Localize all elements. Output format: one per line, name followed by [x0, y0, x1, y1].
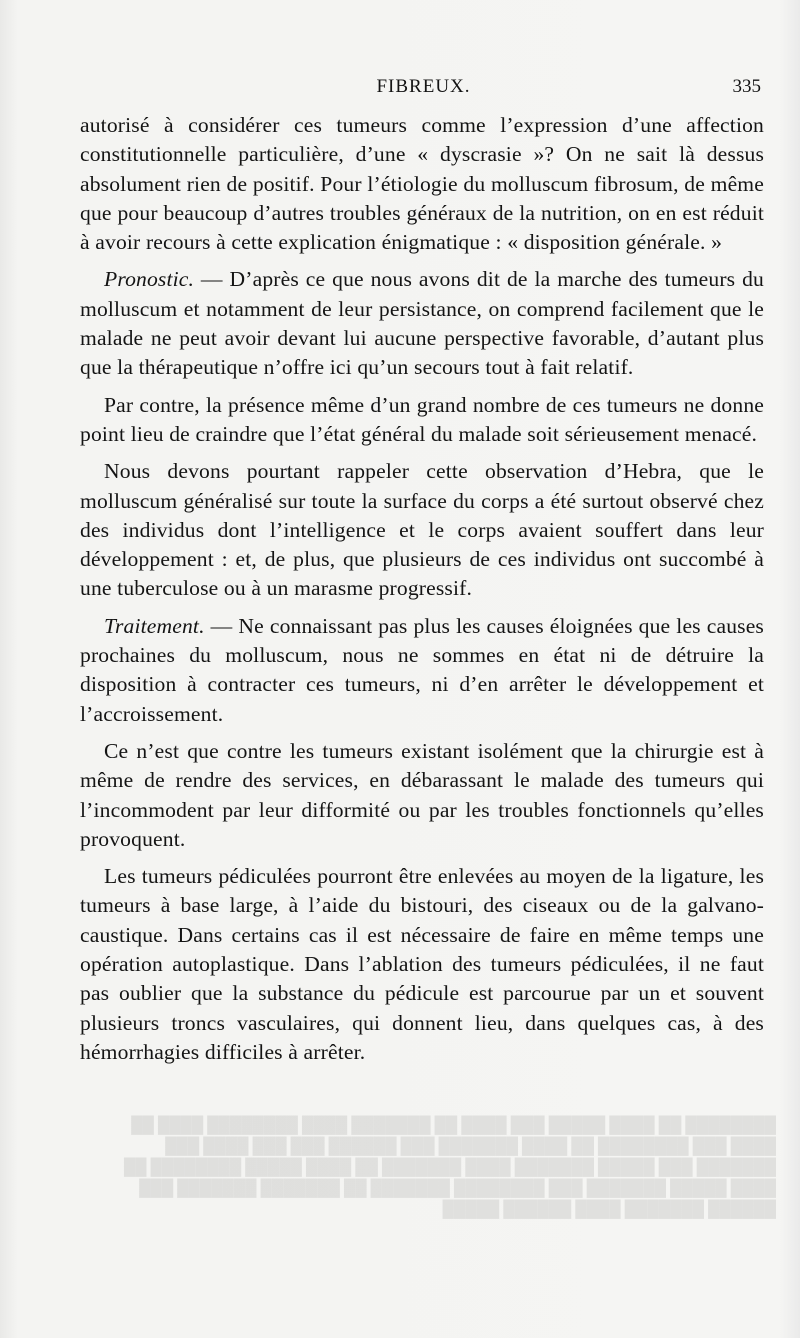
paragraph-text: Nous devons pourtant rappeler cette observation d’Hebra, que le molluscum généralisé sur toute la surface du corps a été surtout observé chez des individus dont l’intelligence et le corps avaient souffert dans leur développement : et, de plus, que plusieurs de ces individus ont succombé à une tuberculose ou à un marasme progressif. [80, 459, 764, 601]
section-label: Traitement. [104, 613, 205, 638]
paragraph-text: autorisé à considérer ces tumeurs comme l’expression d’une affection constitutionnelle particulière, d’une « dyscrasie »? On ne sait là dessus absolument rien de positif. Pour l’étiologie du molluscum fibrosum, de même que pour beaucoup d’autres troubles généraux de la nutrition, on en est réduit à avoir recours à cette explication énigmatique : « disposition générale. » [80, 113, 764, 255]
paragraph-text: — D’après ce que nous avons dit de la marche des tumeurs du molluscum et notamment de leur persistance, on comprend facilement que le malade ne peut avoir devant lui aucune perspective favorable, d’autant plus que la thérapeutique n’offre ici qu’un secours tout à fait relatif. [80, 267, 764, 380]
paragraph [80, 391, 764, 450]
paragraph [80, 862, 764, 1067]
paragraph-text: Par contre, la présence même d’un grand nombre de ces tumeurs ne donne point lieu de craindre que l’état général du malade soit sérieusement menacé. [80, 392, 764, 446]
paragraph-text: Ce n’est que contre les tumeurs existant isolément que la chirurgie est à même de rendre des services, en débarassant le malade des tumeurs qui l’incommodent par leur difformité ou par les troubles fonctionnels qu’elles provoquent. [80, 738, 764, 851]
paragraph-text: Les tumeurs pédiculées pourront être enlevées au moyen de la ligature, les tumeurs à base large, à l’aide du bistouri, des ciseaux ou de la galvano-caustique. Dans certains cas il est nécessaire de faire en même temps une opération autoplastique. Dans l’ablation des tumeurs pédiculées, il ne faut pas oublier que la substance du pédicule est parcourue par un et souvent plusieurs troncs vasculaires, qui donnent lieu, dans quelques cas, à des hémorrhagies difficiles à arrêter. [80, 864, 764, 1064]
paragraph-traitement [80, 612, 764, 729]
paragraph-text: — Ne connaissant pas plus les causes éloignées que les causes prochaines du molluscum, nous ne sommes en état ni de détruire la disposition à contracter ces tumeurs, ni d’en arrêter le développement et l’accroissement. [80, 613, 764, 726]
paragraph-pronostic [80, 265, 764, 382]
running-head: FIBREUX. [376, 76, 471, 97]
page-header [86, 76, 761, 100]
section-label: Pronostic. [104, 267, 195, 292]
page-number: 335 [732, 76, 761, 97]
body-text [80, 111, 764, 1075]
paragraph [80, 457, 764, 603]
paragraph [80, 737, 764, 854]
show-through-text: ████████ ██ ████ █████ ███ ████ ██ ███████ ████ ████████ ████ ██ ████ ███ ████████ ██ ████ ███████ ███ ██████ ███ ███ ████ ███ ███████ ███ █████ ███████ ████ ███████ ██ ████ █████ ████████ ██ ████ █████ ███████ ███ ████████ ███████ ██ ███████ ███████ ███ ██████ ███████ ████ ██████ █████ [123, 1117, 776, 1218]
paragraph [80, 111, 764, 257]
